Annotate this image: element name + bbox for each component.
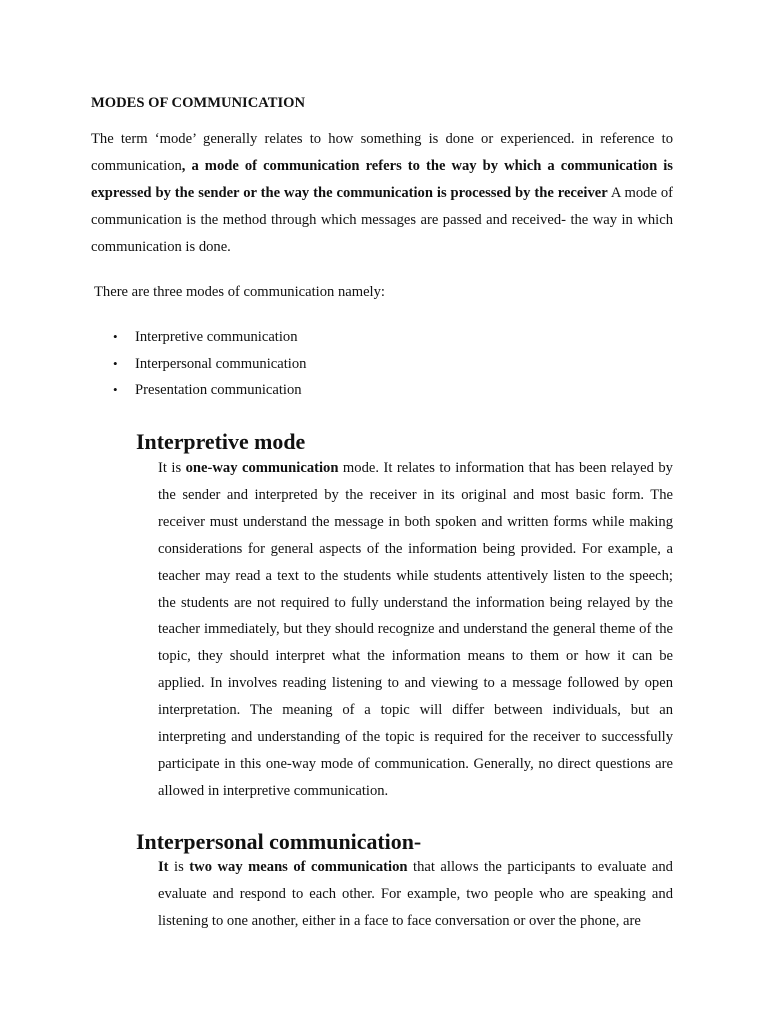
interpretive-rest: mode. It relates to information that has been relayed by the sender and interpreted by the receiver in its original and most basic form. The receiver must understand the message in both spoken and written forms while making considerations for general aspects of the information being provided. For example, a teacher may read a text to the students while students attentively listen to the speech; the students are not required to fully understand the information being relayed by the teacher immediately, but they should recognize and understand the general theme of the topic, they should interpret what the information means to them or how it can be applied. In involves reading listening to and viewing to a message followed by open interpretation. The meaning of a topic will differ between individuals, but an interpreting and understanding of the topic is required for the receiver to successfully participate in this one-way mode of communication. Generally, no direct questions are allowed in interpretive communication.: [158, 460, 673, 799]
list-item: [113, 351, 306, 378]
interpretive-body: [158, 455, 673, 805]
interpersonal-rest: that allows the participants to evaluate and evaluate and respond to each other. For example, two people who are speaking and listening to one another, either in a face to face conversation or over the phone, are: [158, 859, 673, 929]
bullet-icon: •: [113, 382, 118, 397]
interpretive-heading: Interpretive mode: [136, 429, 306, 454]
list-item: [113, 377, 306, 404]
interpersonal-bold: two way means of communication: [189, 859, 408, 875]
interpersonal-heading: Interpersonal communication-: [136, 829, 422, 854]
intro-text-part2: A mode of communication is the method through which messages are passed and received- the way in which communication is done.: [91, 185, 674, 255]
list-item-label: Interpersonal communication: [135, 355, 307, 372]
bullet-icon: •: [113, 355, 118, 371]
modes-intro: There are three modes of communication namely:: [94, 284, 385, 300]
interpretive-bold: one-way communication: [185, 460, 339, 476]
intro-text-bold: , a mode of communication refers to the way by which a communication is expressed by the sender or the way the communication is processed by the receiver: [91, 158, 673, 201]
list-item-label: Presentation communication: [135, 382, 302, 398]
interpersonal-lead-bold: It: [158, 859, 169, 875]
intro-text-part1: The term ‘mode’ generally relates to how something is done or experienced. in reference to communication: [91, 131, 673, 174]
interpretive-lead: It is: [158, 460, 186, 476]
document-title: MODES OF COMMUNICATION: [91, 95, 306, 111]
interpersonal-lead: is: [168, 859, 190, 875]
list-item-label: Interpretive communication: [135, 329, 298, 345]
list-item: [113, 324, 306, 351]
bullet-icon: •: [113, 329, 118, 344]
modes-list: [113, 324, 306, 404]
interpersonal-body: [158, 854, 673, 935]
intro-paragraph: [91, 126, 673, 261]
